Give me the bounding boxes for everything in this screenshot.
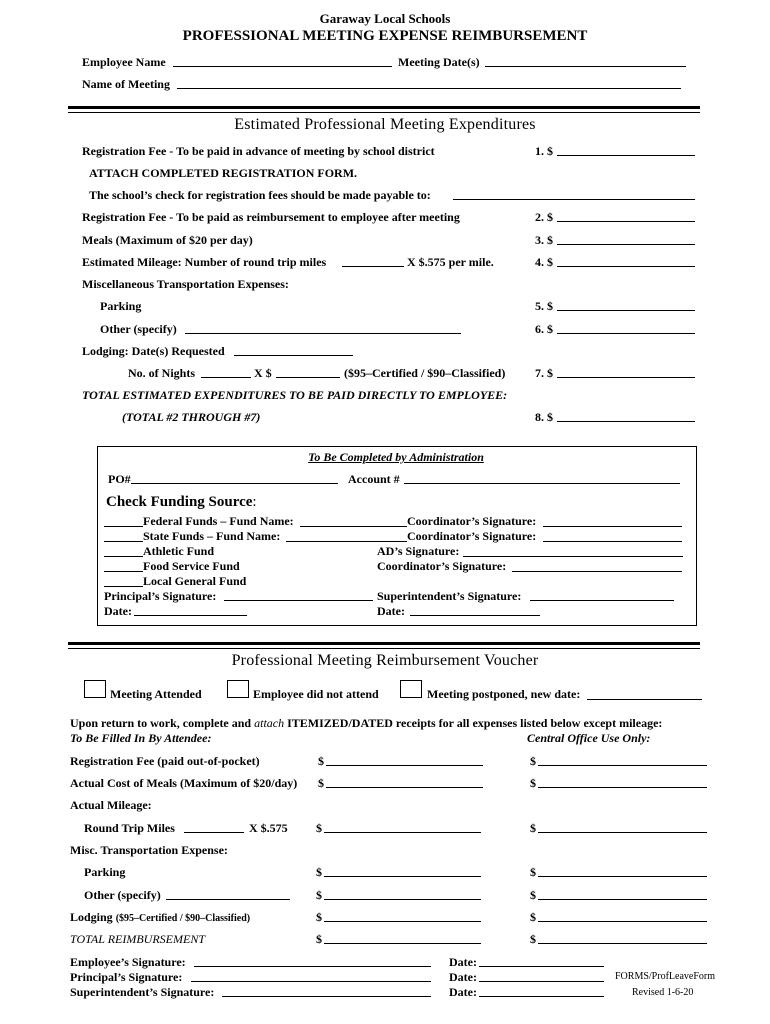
principal-date-label: Date:	[449, 970, 477, 984]
voucher-other-specify-field[interactable]	[166, 899, 290, 900]
item-5-label: 5. $	[535, 299, 553, 313]
meeting-dates-field[interactable]	[485, 66, 686, 67]
misc-transport-label: Miscellaneous Transportation Expenses:	[82, 277, 289, 291]
voucher-total-dollar: $	[316, 932, 322, 946]
voucher-misc-label: Misc. Transportation Expense:	[70, 843, 228, 857]
total-estimated-label: TOTAL ESTIMATED EXPENDITURES TO BE PAID DIRECTLY TO EMPLOYEE:	[82, 388, 508, 402]
voucher-lodging-field[interactable]	[324, 921, 481, 922]
meeting-name-field[interactable]	[177, 88, 681, 89]
meeting-attended-label: Meeting Attended	[110, 687, 202, 701]
voucher-parking-field[interactable]	[324, 876, 481, 877]
admin-heading: To Be Completed by Administration	[308, 450, 484, 464]
did-not-attend-label: Employee did not attend	[253, 687, 379, 701]
local-check-field[interactable]	[104, 586, 143, 587]
filled-by-label: To Be Filled In By Attendee:	[70, 731, 212, 745]
central-meals-dollar: $	[530, 776, 536, 790]
state-funds-label: State Funds – Fund Name:	[143, 529, 281, 543]
account-field[interactable]	[404, 483, 680, 484]
voucher-reg-label: Registration Fee (paid out-of-pocket)	[70, 754, 260, 768]
coordinator-sig-2-label: Coordinator’s Signature:	[407, 529, 537, 543]
lodging-label: Lodging: Date(s) Requested	[82, 344, 225, 358]
voucher-other-field[interactable]	[324, 899, 481, 900]
item-2-label: 2. $	[535, 210, 553, 224]
voucher-parking-dollar: $	[316, 865, 322, 879]
voucher-reg-dollar: $	[318, 754, 324, 768]
item-7-field[interactable]	[557, 377, 695, 378]
employee-sig-field[interactable]	[194, 966, 431, 967]
nights-label: No. of Nights	[128, 366, 196, 380]
meeting-dates-label: Meeting Date(s)	[398, 55, 480, 69]
federal-check-field[interactable]	[104, 526, 143, 527]
nights-x-label: X $	[254, 366, 272, 380]
voucher-meals-label: Actual Cost of Meals (Maximum of $20/day)	[70, 776, 298, 790]
central-parking-dollar: $	[530, 865, 536, 879]
coordinator-sig-2-field[interactable]	[543, 541, 682, 542]
state-fund-name-field[interactable]	[286, 541, 407, 542]
ad-sig-field[interactable]	[463, 556, 683, 557]
super-date-field[interactable]	[479, 996, 604, 997]
employee-name-label: Employee Name	[82, 55, 166, 69]
check-payable-field[interactable]	[453, 199, 695, 200]
mileage-label: Estimated Mileage: Number of round trip miles	[82, 255, 327, 269]
postponed-label: Meeting postponed, new date:	[427, 687, 581, 701]
employee-sig-label: Employee’s Signature:	[70, 955, 186, 969]
parking-label: Parking	[100, 299, 142, 313]
meeting-attended-checkbox[interactable]	[84, 680, 106, 698]
round-trip-rate-label: X $.575	[249, 821, 288, 835]
item-7-label: 7. $	[535, 366, 553, 380]
item-4-label: 4. $	[535, 255, 553, 269]
central-office-label: Central Office Use Only:	[527, 731, 651, 745]
nights-rate-field[interactable]	[276, 377, 340, 378]
principal-voucher-sig-label: Principal’s Signature:	[70, 970, 183, 984]
po-label: PO#	[108, 472, 131, 486]
super-sig-label: Superintendent’s Signature:	[377, 589, 522, 603]
estimated-heading: Estimated Professional Meeting Expenditures	[234, 116, 536, 133]
item-6-label: 6. $	[535, 322, 553, 336]
voucher-heading: Professional Meeting Reimbursement Voucher	[231, 652, 539, 669]
coordinator-sig-3-field[interactable]	[512, 571, 682, 572]
admin-date-2-label: Date:	[377, 604, 405, 618]
revision-date: Revised 1-6-20	[632, 987, 694, 998]
athletic-fund-label: Athletic Fund	[143, 544, 215, 558]
central-other-field[interactable]	[538, 899, 707, 900]
other-specify-label: Other (specify)	[100, 322, 177, 336]
meals-label: Meals (Maximum of $20 per day)	[82, 233, 253, 247]
nights-rate-label: ($95–Certified / $90–Classified)	[344, 366, 506, 380]
instructions-text: Upon return to work, complete and attach ITEMIZED/DATED receipts for all expenses listed below except mileage:	[70, 716, 663, 730]
section-divider-thin	[68, 112, 700, 113]
central-total-dollar: $	[530, 932, 536, 946]
funding-source-title: Check Funding Source:	[106, 494, 257, 510]
coordinator-sig-3-label: Coordinator’s Signature:	[377, 559, 507, 573]
central-rt-dollar: $	[530, 821, 536, 835]
attach-notice: ATTACH COMPLETED REGISTRATION FORM.	[89, 166, 358, 180]
voucher-meals-field[interactable]	[326, 787, 483, 788]
central-rt-field[interactable]	[538, 832, 707, 833]
employee-date-field[interactable]	[479, 966, 604, 967]
reg-fee-reimb-label: Registration Fee - To be paid as reimbursement to employee after meeting	[82, 210, 460, 224]
principal-voucher-sig-field[interactable]	[191, 981, 431, 982]
item-5-field[interactable]	[557, 310, 695, 311]
athletic-check-field[interactable]	[104, 556, 143, 557]
item-3-field[interactable]	[557, 244, 695, 245]
voucher-rt-dollar: $	[316, 821, 322, 835]
central-parking-field[interactable]	[538, 876, 707, 877]
voucher-divider	[68, 642, 700, 645]
form-title: PROFESSIONAL MEETING EXPENSE REIMBURSEMENT	[182, 28, 588, 44]
principal-sig-field[interactable]	[224, 600, 373, 601]
admin-date-2-field[interactable]	[410, 615, 540, 616]
food-check-field[interactable]	[104, 571, 143, 572]
central-reg-dollar: $	[530, 754, 536, 768]
central-lodging-dollar: $	[530, 910, 536, 924]
did-not-attend-checkbox[interactable]	[227, 680, 249, 698]
section-divider	[68, 106, 700, 109]
super-date-label: Date:	[449, 985, 477, 999]
admin-date-1-label: Date:	[104, 604, 132, 618]
round-trip-miles-field[interactable]	[184, 832, 244, 833]
total-sub-label: (TOTAL #2 THROUGH #7)	[122, 410, 261, 424]
form-id: FORMS/ProfLeaveForm	[615, 971, 715, 982]
mileage-rate-label: X $.575 per mile.	[407, 255, 494, 269]
voucher-parking-label: Parking	[84, 865, 126, 879]
postponed-date-field[interactable]	[587, 699, 702, 700]
coordinator-sig-1-field[interactable]	[543, 526, 682, 527]
item-4-field[interactable]	[557, 266, 695, 267]
super-sig-field[interactable]	[530, 600, 674, 601]
po-field[interactable]	[131, 483, 338, 484]
nights-field[interactable]	[201, 377, 251, 378]
state-check-field[interactable]	[104, 541, 143, 542]
super-voucher-sig-label: Superintendent’s Signature:	[70, 985, 215, 999]
principal-date-field[interactable]	[479, 981, 604, 982]
federal-fund-name-field[interactable]	[300, 526, 407, 527]
mileage-miles-field[interactable]	[342, 266, 404, 267]
central-reg-field[interactable]	[538, 765, 707, 766]
district-name: Garaway Local Schools	[319, 11, 451, 26]
meeting-name-label: Name of Meeting	[82, 77, 170, 91]
item-3-label: 3. $	[535, 233, 553, 247]
voucher-lodging-label: Lodging ($95–Certified / $90–Classified)	[70, 910, 251, 924]
voucher-rt-field[interactable]	[324, 832, 481, 833]
food-service-label: Food Service Fund	[143, 559, 240, 573]
central-lodging-field[interactable]	[538, 921, 707, 922]
lodging-dates-field[interactable]	[234, 355, 353, 356]
total-reimbursement-label: TOTAL REIMBURSEMENT	[70, 932, 206, 946]
central-meals-field[interactable]	[538, 787, 707, 788]
federal-funds-label: Federal Funds – Fund Name:	[143, 514, 294, 528]
voucher-reg-field[interactable]	[326, 765, 483, 766]
admin-date-1-field[interactable]	[134, 615, 247, 616]
voucher-divider-thin	[68, 648, 700, 649]
voucher-other-label: Other (specify)	[84, 888, 161, 902]
check-payable-label: The school’s check for registration fees should be made payable to:	[89, 188, 431, 202]
account-label: Account #	[348, 472, 400, 486]
employee-name-field[interactable]	[173, 66, 392, 67]
postponed-checkbox[interactable]	[400, 680, 422, 698]
ad-sig-label: AD’s Signature:	[377, 544, 460, 558]
voucher-lodging-dollar: $	[316, 910, 322, 924]
item-1-field[interactable]	[557, 155, 695, 156]
local-general-label: Local General Fund	[143, 574, 247, 588]
item-8-field[interactable]	[557, 421, 695, 422]
employee-date-label: Date:	[449, 955, 477, 969]
reg-fee-advance-label: Registration Fee - To be paid in advance of meeting by school district	[82, 144, 435, 158]
central-total-field[interactable]	[538, 943, 707, 944]
item-1-label: 1. $	[535, 144, 553, 158]
item-2-field[interactable]	[557, 221, 695, 222]
central-other-dollar: $	[530, 888, 536, 902]
item-6-field[interactable]	[557, 333, 695, 334]
item-8-label: 8. $	[535, 410, 553, 424]
other-specify-field[interactable]	[185, 333, 461, 334]
super-voucher-sig-field[interactable]	[222, 996, 431, 997]
voucher-mileage-label: Actual Mileage:	[70, 798, 152, 812]
principal-sig-label: Principal’s Signature:	[104, 589, 217, 603]
voucher-other-dollar: $	[316, 888, 322, 902]
voucher-total-field[interactable]	[324, 943, 481, 944]
coordinator-sig-1-label: Coordinator’s Signature:	[407, 514, 537, 528]
round-trip-label: Round Trip Miles	[84, 821, 175, 835]
voucher-meals-dollar: $	[318, 776, 324, 790]
